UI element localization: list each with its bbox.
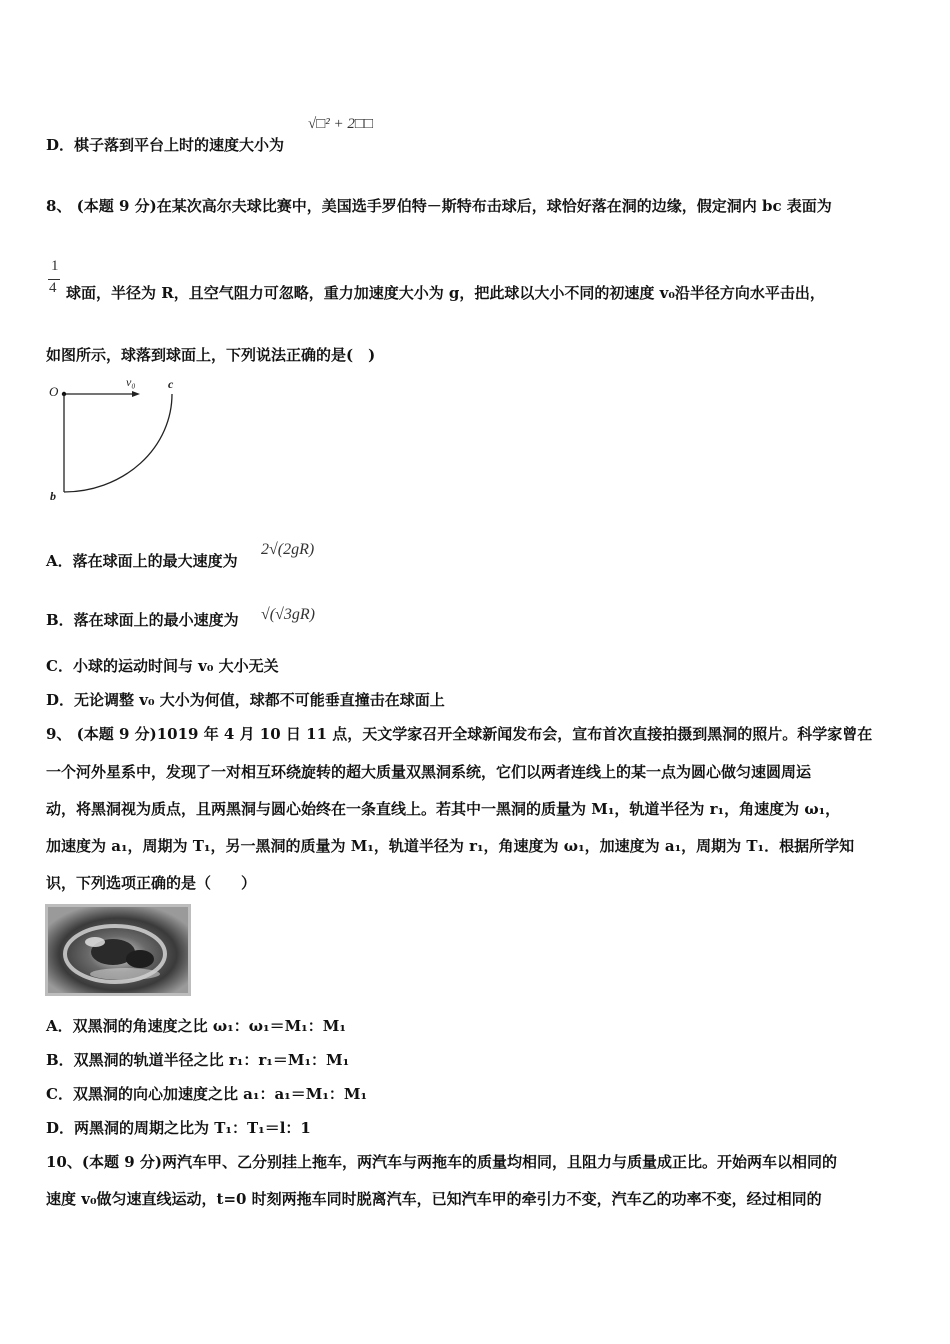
trajectory-figure: [44, 372, 194, 507]
black-hole-photo: [45, 904, 191, 996]
fraction-denominator: 4: [49, 280, 57, 296]
q10-stem-line-2: 速度 v₀做匀速直线运动，t=0 时刻两拖车同时脱离汽车，已知汽车甲的牵引力不变，汽车乙的功率不变，经过相同的: [46, 1190, 822, 1208]
q10-stem-line-1: 10、(本题 9 分)两汽车甲、乙分别挂上拖车，两汽车与两拖车的质量均相同，且阻力与质量成正比。开始两车以相同的: [46, 1153, 837, 1171]
q9-option-a[interactable]: A．双黑洞的角速度之比 ω₁：ω₁＝M₁：M₁: [46, 1017, 346, 1035]
q9-stem-line-3: 动，将黑洞视为质点，且两黑洞与圆心始终在一条直线上。若其中一黑洞的质量为 M₁，轨道半径为 r₁，角速度为 ω₁，: [46, 800, 841, 818]
q8-option-a-formula: 2√(2gR): [261, 541, 315, 558]
q9-option-c[interactable]: C．双黑洞的向心加速度之比 a₁：a₁＝M₁：M₁: [46, 1085, 368, 1103]
label-c: c: [168, 377, 174, 391]
label-o: O: [49, 384, 59, 399]
label-v0: v₀: [126, 375, 136, 389]
q8-option-b-text: B．落在球面上的最小速度为: [46, 611, 239, 629]
q7-option-d[interactable]: [46, 135, 284, 155]
q8-option-c[interactable]: C．小球的运动时间与 v₀ 大小无关: [46, 657, 279, 675]
velocity-arrow-head: [132, 391, 140, 397]
q9-stem-line-2: 一个河外星系中，发现了一对相互环绕旋转的超大质量双黑洞系统，它们以两者连线上的某一点为圆心做匀速圆周运: [46, 763, 812, 781]
q8-option-d[interactable]: D．无论调整 v₀ 大小为何值，球都不可能垂直撞击在球面上: [46, 691, 445, 709]
q8-stem-line-1: 8、 (本题 9 分)在某次高尔夫球比赛中，美国选手罗伯特－斯特布击球后，球恰好落在洞的边缘，假定洞内 bc 表面为: [46, 197, 832, 215]
q8-stem-line-2: 球面，半径为 R，且空气阻力可忽略，重力加速度大小为 g，把此球以大小不同的初速度 v₀沿半径方向水平击出，: [66, 284, 825, 302]
q7-option-d-text: D．棋子落到平台上时的速度大小为: [46, 136, 285, 154]
q9-option-b[interactable]: B．双黑洞的轨道半径之比 r₁：r₁＝M₁：M₁: [46, 1051, 350, 1069]
q9-option-d[interactable]: D．两黑洞的周期之比为 T₁：T₁＝l：1: [46, 1119, 311, 1137]
label-b: b: [50, 489, 56, 503]
q8-option-a[interactable]: [46, 551, 238, 571]
q9-stem-line-1: 9、 (本题 9 分)1019 年 4 月 10 日 11 点，天文学家召开全球新闻发布会，宣布首次直接拍摄到黑洞的照片。科学家曾在: [46, 725, 873, 743]
q9-stem-line-5: 识，下列选项正确的是（ ）: [46, 874, 257, 892]
fraction-numerator: 1: [51, 258, 59, 274]
q8-option-a-text: A．落在球面上的最大速度为: [46, 552, 238, 570]
q8-stem-line-3: 如图所示，球落到球面上，下列说法正确的是( ): [46, 346, 376, 364]
q8-option-b[interactable]: [46, 610, 239, 630]
q9-stem-line-4: 加速度为 a₁，周期为 T₁，另一黑洞的质量为 M₁，轨道半径为 r₁，角速度为 ω₁，加速度为 a₁，周期为 T₁．根据所学知: [46, 837, 855, 855]
quarter-arc-bc: [64, 394, 172, 492]
q7-option-d-formula: √□² + 2□□: [308, 116, 374, 132]
q8-option-b-formula: √(√3gR): [261, 606, 315, 623]
